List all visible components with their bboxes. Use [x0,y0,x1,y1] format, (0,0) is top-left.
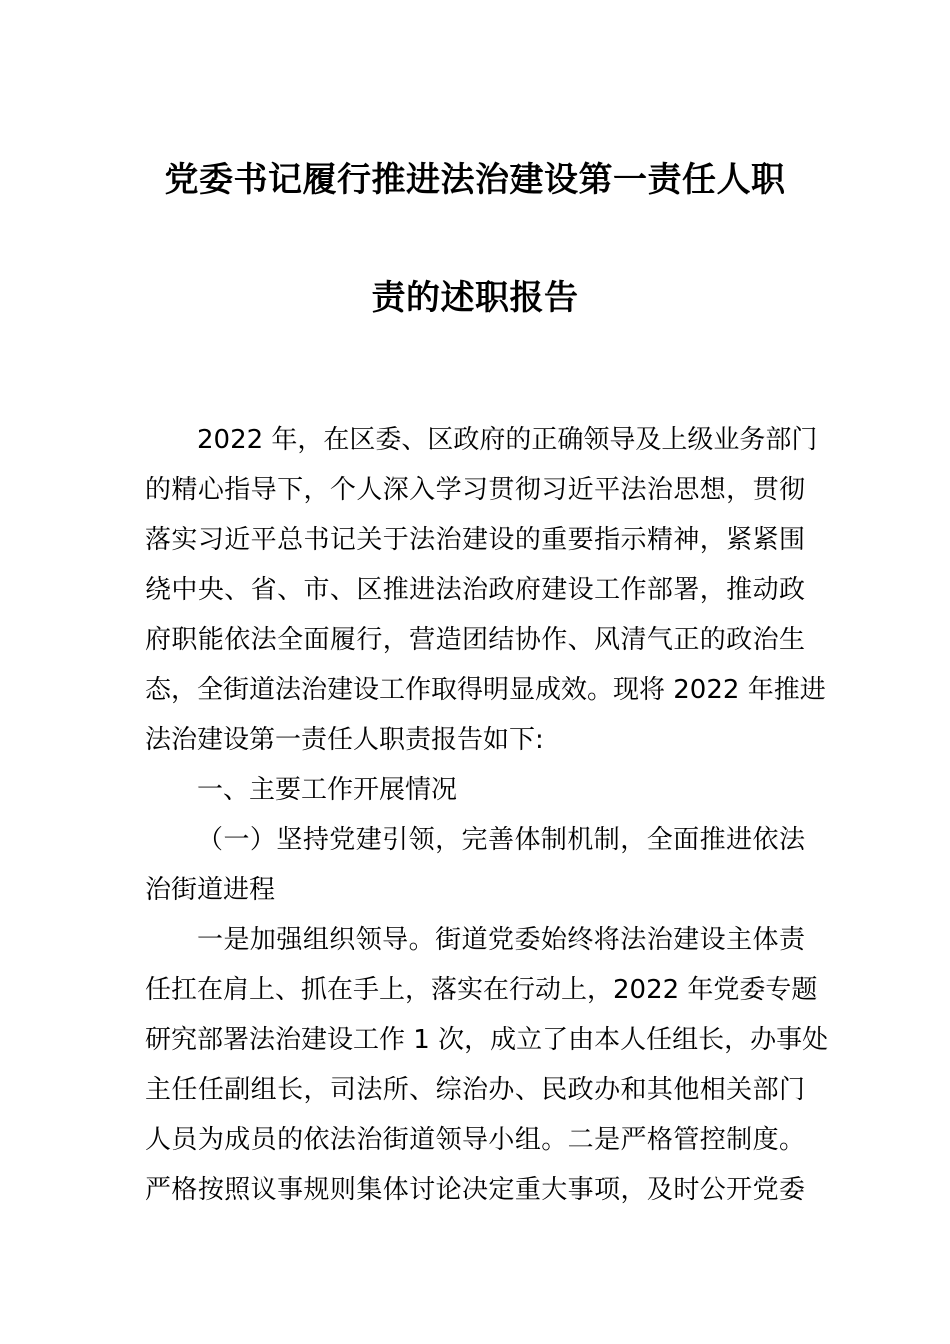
paragraph-2-line-6: 严格按照议事规则集体讨论决定重大事项，及时公开党委 [145,1175,805,1205]
paragraph-1-line-3: 落实习近平总书记关于法治建设的重要指示精神，紧紧围 [145,525,805,555]
paragraph-1-line-4: 绕中央、省、市、区推进法治政府建设工作部署，推动政 [145,575,805,605]
subsection-heading-1-line-2: 治街道进程 [145,875,276,905]
paragraph-1-line-5: 府职能依法全面履行，营造团结协作、风清气正的政治生 [145,625,805,655]
document-title-line-2: 责的述职报告 [371,278,579,318]
paragraph-1-line-2: 的精心指导下，个人深入学习贯彻习近平法治思想，贯彻 [145,475,805,505]
paragraph-1-line-7: 法治建设第一责任人职责报告如下: [145,725,544,755]
paragraph-2-line-5: 人员为成员的依法治街道领导小组。二是严格管控制度。 [145,1125,805,1155]
paragraph-2-line-2: 任扛在肩上、抓在手上，落实在行动上，2022 年党委专题 [145,975,818,1005]
paragraph-2-line-3: 研究部署法治建设工作 1 次，成立了由本人任组长，办事处 [145,1025,829,1055]
paragraph-2-line-1: 一是加强组织领导。街道党委始终将法治建设主体责 [197,925,805,955]
paragraph-1-line-1: 2022 年，在区委、区政府的正确领导及上级业务部门 [197,425,818,455]
subsection-heading-1-line-1: （一）坚持党建引领，完善体制机制，全面推进依法 [197,825,805,855]
paragraph-2-line-4: 主任任副组长，司法所、综治办、民政办和其他相关部门 [145,1075,805,1105]
document-title-line-1: 党委书记履行推进法治建设第一责任人职 [164,160,786,200]
paragraph-1-line-6: 态，全街道法治建设工作取得明显成效。现将 2022 年推进 [145,675,826,705]
section-heading-1: 一、主要工作开展情况 [197,775,458,805]
